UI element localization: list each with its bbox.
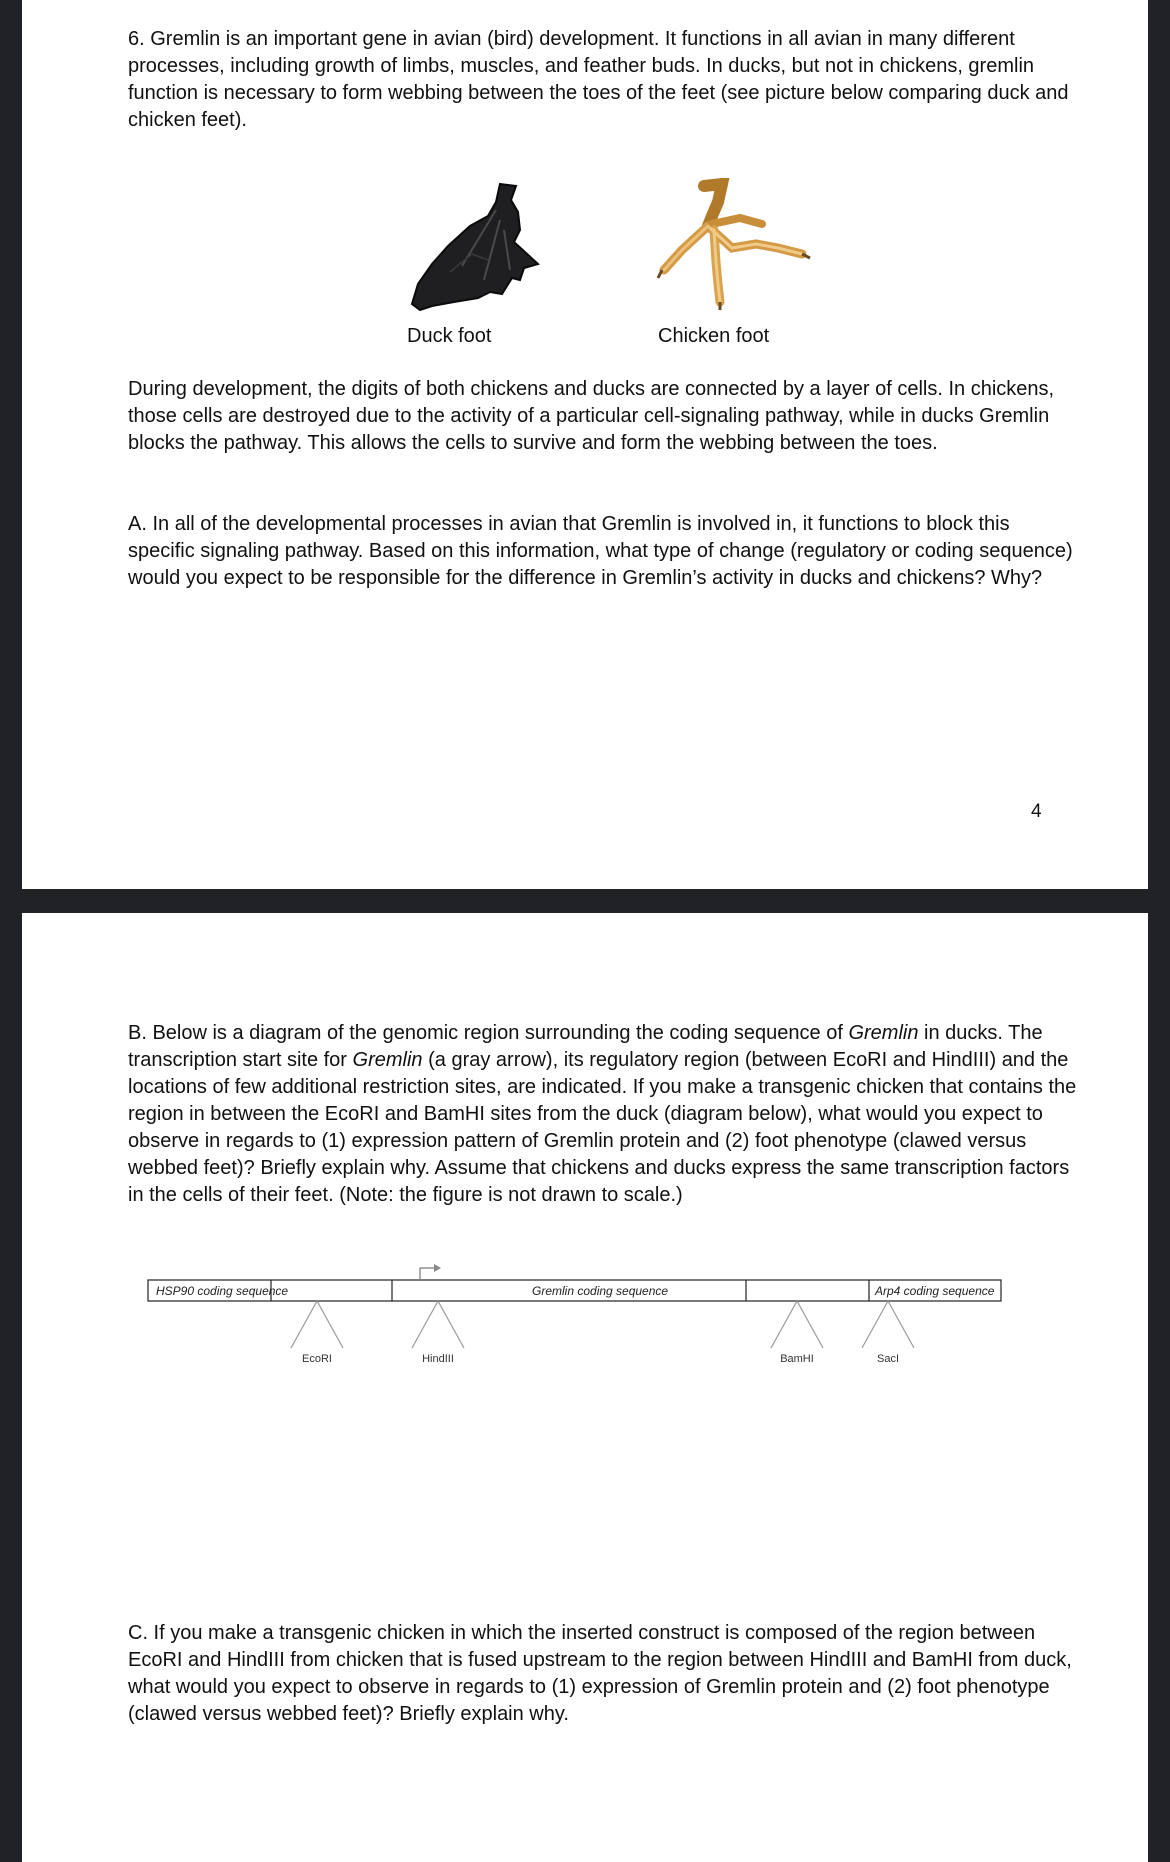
hindiii-label: HindIII [422,1353,454,1365]
chicken-foot-caption: Chicken foot [658,325,770,347]
background-paragraph: During development, the digits of both chickens and ducks are connected by a layer of cells. In chickens, those cells are destroyed due to the activity of a particular cell-signaling pathway, while in ducks Gremlin blocks the pathway. This allows the cells to survive and form the webbing between the toes. [128,378,1055,454]
duck-foot-caption: Duck foot [407,325,492,347]
duck-foot-image [392,180,542,315]
part-a-question: A. In all of the developmental processes in avian that Gremlin is involved in, it functions to block this specific signaling pathway. Based on this information, what type of change (regulatory or coding sequence) would you expect to be responsible for the difference in Gremlin’s activity in ducks and chickens? Why? [128,513,1073,589]
question-6-intro: 6. Gremlin is an important gene in avian (bird) development. It functions in all avian in many different processes, including growth of limbs, muscles, and feather buds. In ducks, but not in chickens, gremlin function is necessary to form webbing between the toes of the feet (see picture below comparing duck and chicken feet). [128,28,1069,131]
part-b-text-2: in ducks. The transcription start site for [128,1022,1043,1071]
ecori-label: EcoRI [302,1353,332,1365]
document-page-2 [22,913,1148,1862]
gremlin-label: Gremlin coding sequence [532,1284,669,1298]
bamhi-site-marker [771,1301,823,1348]
document-page-1 [22,0,1148,889]
part-b-text-1: B. Below is a diagram of the genomic region surrounding the coding sequence of [128,1022,849,1044]
part-c-question: C. If you make a transgenic chicken in which the inserted construct is composed of the region between EcoRI and HindIII from chicken that is fused upstream to the region between HindIII and BamHI from duck, what would you expect to observe in regards to (1) expression of Gremlin protein and (2) foot phenotype (clawed versus webbed feet)? Briefly explain why. [128,1622,1072,1725]
part-b-question [128,1020,1078,1209]
chicken-foot-image [652,178,812,313]
saci-label: SacI [876,1353,900,1365]
part-b-text-3: (a gray arrow), its regulatory region (between EcoRI and HindIII) and the locations of few additional restriction sites, are indicated. If you make a transgenic chicken that contains the region in between the EcoRI and BamHI sites from the duck (diagram below), what would you expect to observe in regards to (1) expression pattern of Gremlin protein and (2) foot phenotype (clawed versus webbed feet)? Briefly explain why. Assume that chickens and ducks express the same transcription factors in the cells of their feet. (Note: the figure is not drawn to scale.) [128,1049,1077,1206]
hindiii-site-marker [412,1301,464,1348]
arp4-label: Arp4 coding sequence [875,1284,995,1298]
genomic-region-diagram [142,1258,1042,1368]
part-b-gene-name-2: Gremlin [352,1049,423,1071]
hsp90-label: HSP90 coding sequence [156,1284,289,1298]
page-number: 4 [1031,801,1042,822]
saci-site-marker [862,1301,914,1348]
bamhi-label: BamHI [780,1353,814,1365]
part-b-gene-name-1: Gremlin [848,1022,919,1044]
transcription-start-arrow-icon [420,1264,441,1280]
ecori-site-marker [291,1301,343,1348]
